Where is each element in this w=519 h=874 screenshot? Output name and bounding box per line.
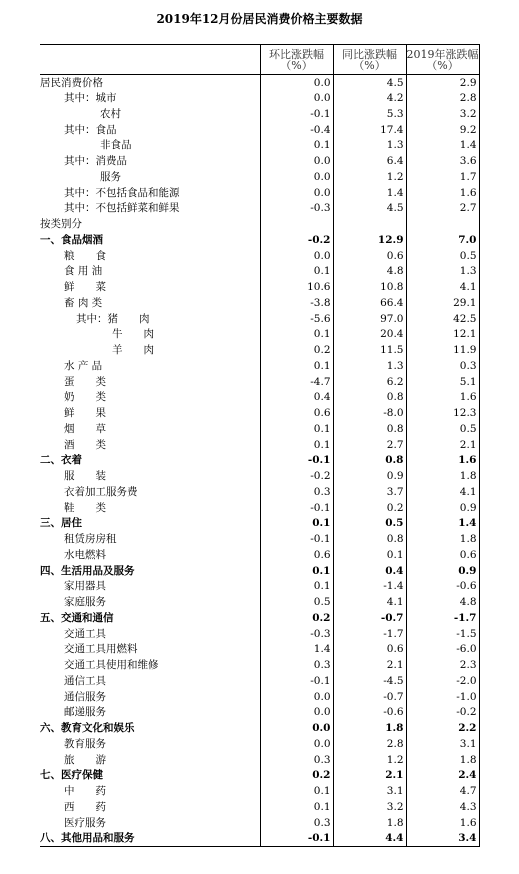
table-row	[40, 295, 479, 311]
row-label: 教育服务	[64, 737, 106, 750]
yoy-value: 2.8	[333, 736, 406, 752]
ytd-value: 1.8	[406, 752, 479, 768]
ytd-value: 4.7	[406, 783, 479, 799]
row-label: 租赁房房租	[64, 533, 117, 546]
yoy-value: 0.9	[333, 468, 406, 484]
mom-value: 0.0	[260, 689, 333, 705]
yoy-value: 1.2	[333, 752, 406, 768]
ytd-value: 7.0	[406, 232, 479, 248]
mom-value: 0.1	[260, 138, 333, 154]
ytd-value: 5.1	[406, 374, 479, 390]
ytd-value: -0.6	[406, 579, 479, 595]
table-row	[40, 468, 479, 484]
row-label: 服 装	[64, 470, 106, 483]
yoy-value: 6.2	[333, 374, 406, 390]
ytd-value: 2.2	[406, 720, 479, 736]
yoy-value: 3.7	[333, 484, 406, 500]
mom-value: 0.1	[260, 437, 333, 453]
mom-value: -0.1	[260, 673, 333, 689]
row-label: 衣着加工服务费	[64, 485, 138, 498]
mom-value: -0.3	[260, 201, 333, 217]
mom-value: 0.3	[260, 484, 333, 500]
yoy-value: 12.9	[333, 232, 406, 248]
mom-value: -0.1	[260, 831, 333, 847]
yoy-value: 66.4	[333, 295, 406, 311]
header-yoy: 同比涨跌幅（%）	[333, 45, 406, 75]
yoy-value: -1.4	[333, 579, 406, 595]
table-row	[40, 106, 479, 122]
yoy-value: -0.6	[333, 705, 406, 721]
table-row	[40, 279, 479, 295]
mom-value: 0.6	[260, 405, 333, 421]
row-label: 八、其他用品和服务	[40, 831, 260, 847]
row-label: 鲜 菜	[64, 281, 106, 294]
row-label: 烟 草	[64, 422, 106, 435]
mom-value: 0.1	[260, 579, 333, 595]
ytd-value: 0.3	[406, 358, 479, 374]
table-row	[40, 579, 479, 595]
row-label: 鲜 果	[64, 407, 106, 420]
row-label: 六、教育文化和娱乐	[40, 722, 135, 735]
row-label: 四、生活用品及服务	[40, 564, 135, 577]
row-label: 其中：城市	[64, 92, 117, 105]
table-row	[40, 169, 479, 185]
yoy-value: 1.4	[333, 185, 406, 201]
yoy-value: 0.6	[333, 248, 406, 264]
cpi-table	[40, 44, 480, 847]
table-row	[40, 705, 479, 721]
yoy-value: -1.7	[333, 626, 406, 642]
ytd-value: 1.7	[406, 169, 479, 185]
table-row	[40, 248, 479, 264]
table-row	[40, 358, 479, 374]
ytd-value: 0.9	[406, 563, 479, 579]
ytd-value: 12.3	[406, 405, 479, 421]
ytd-value: 2.3	[406, 657, 479, 673]
yoy-value: -4.5	[333, 673, 406, 689]
row-label: 通信服务	[64, 690, 106, 703]
mom-value: -0.3	[260, 626, 333, 642]
mom-value: 0.1	[260, 327, 333, 343]
mom-value: 0.3	[260, 815, 333, 831]
row-label: 医疗服务	[64, 816, 106, 829]
ytd-value: 1.6	[406, 453, 479, 469]
table-row	[40, 610, 479, 626]
ytd-value: 4.8	[406, 594, 479, 610]
row-label: 居民消费价格	[40, 76, 103, 89]
row-label: 服务	[100, 170, 121, 183]
table-row	[40, 390, 479, 406]
yoy-value: 0.4	[333, 563, 406, 579]
mom-value: -0.1	[260, 106, 333, 122]
row-label: 食 用 油	[64, 265, 103, 278]
table-row	[40, 232, 479, 248]
yoy-value: 0.8	[333, 531, 406, 547]
ytd-value: -1.5	[406, 626, 479, 642]
mom-value: 0.6	[260, 547, 333, 563]
row-label: 其中：不包括食品和能源	[64, 186, 180, 199]
table-row	[40, 437, 479, 453]
row-label: 家用器具	[64, 580, 106, 593]
row-label: 五、交通和通信	[40, 611, 114, 624]
table-header-row	[40, 45, 479, 75]
yoy-value: 1.3	[333, 138, 406, 154]
row-label: 非食品	[100, 139, 132, 152]
mom-value	[260, 216, 333, 232]
table-row	[40, 531, 479, 547]
mom-value: 0.0	[260, 169, 333, 185]
yoy-value: 17.4	[333, 122, 406, 138]
ytd-value: -0.2	[406, 705, 479, 721]
row-label: 邮递服务	[64, 706, 106, 719]
ytd-value: 1.6	[406, 390, 479, 406]
mom-value: 0.4	[260, 390, 333, 406]
row-label: 其中：消费品	[64, 155, 127, 168]
ytd-value: 0.9	[406, 500, 479, 516]
ytd-value: 2.9	[406, 75, 479, 91]
table-row	[40, 563, 479, 579]
ytd-value: 4.3	[406, 799, 479, 815]
yoy-value: 3.2	[333, 799, 406, 815]
mom-value: -0.1	[260, 500, 333, 516]
header-mom: 环比涨跌幅（%）	[260, 45, 333, 75]
mom-value: 0.0	[260, 90, 333, 106]
ytd-value	[406, 216, 479, 232]
mom-value: -0.4	[260, 122, 333, 138]
table-row	[40, 405, 479, 421]
yoy-value: 10.8	[333, 279, 406, 295]
table-row	[40, 342, 479, 358]
mom-value: 1.4	[260, 642, 333, 658]
yoy-value: -0.7	[333, 610, 406, 626]
row-label: 蛋 类	[64, 375, 106, 388]
mom-value: -4.7	[260, 374, 333, 390]
ytd-value: 2.8	[406, 90, 479, 106]
ytd-value: 1.8	[406, 468, 479, 484]
ytd-value: 9.2	[406, 122, 479, 138]
yoy-value: 0.8	[333, 453, 406, 469]
yoy-value: 4.4	[333, 831, 406, 847]
table-row	[40, 516, 479, 532]
yoy-value: 4.8	[333, 264, 406, 280]
ytd-value: 2.7	[406, 201, 479, 217]
mom-value: -0.1	[260, 453, 333, 469]
mom-value: 0.1	[260, 799, 333, 815]
row-label: 旅 游	[64, 753, 106, 766]
row-label: 牛 肉	[112, 328, 154, 341]
ytd-value: 12.1	[406, 327, 479, 343]
mom-value: 0.1	[260, 421, 333, 437]
yoy-value: 1.3	[333, 358, 406, 374]
table-row	[40, 720, 479, 736]
yoy-value: 5.3	[333, 106, 406, 122]
table-row	[40, 264, 479, 280]
mom-value: -0.2	[260, 232, 333, 248]
mom-value: 0.1	[260, 358, 333, 374]
table-row	[40, 783, 479, 799]
ytd-value: 1.4	[406, 516, 479, 532]
mom-value: -0.1	[260, 531, 333, 547]
yoy-value: 0.2	[333, 500, 406, 516]
ytd-value: 4.1	[406, 279, 479, 295]
yoy-value: 97.0	[333, 311, 406, 327]
row-label: 交通工具使用和维修	[64, 659, 159, 672]
yoy-value: 2.1	[333, 657, 406, 673]
yoy-value: 0.6	[333, 642, 406, 658]
row-label: 其中：食品	[64, 123, 117, 136]
yoy-value: 1.8	[333, 815, 406, 831]
row-label: 酒 类	[64, 438, 106, 451]
yoy-value: 0.1	[333, 547, 406, 563]
table-row	[40, 90, 479, 106]
table-row	[40, 216, 479, 232]
yoy-value: 1.2	[333, 169, 406, 185]
ytd-value: -6.0	[406, 642, 479, 658]
mom-value: 0.0	[260, 185, 333, 201]
row-label: 通信工具	[64, 674, 106, 687]
row-label: 其中：猪 肉	[76, 312, 150, 325]
mom-value: 0.5	[260, 594, 333, 610]
row-label: 家庭服务	[64, 596, 106, 609]
table-row	[40, 626, 479, 642]
yoy-value: 2.7	[333, 437, 406, 453]
ytd-value: 3.1	[406, 736, 479, 752]
mom-value: 0.1	[260, 563, 333, 579]
table-row	[40, 153, 479, 169]
table-row	[40, 815, 479, 831]
row-label: 按类别分	[40, 218, 82, 231]
ytd-value: 1.8	[406, 531, 479, 547]
row-label: 畜 肉 类	[64, 296, 103, 309]
table-row	[40, 673, 479, 689]
mom-value: 0.2	[260, 342, 333, 358]
mom-value: 0.0	[260, 705, 333, 721]
yoy-value: 0.8	[333, 421, 406, 437]
mom-value: 0.1	[260, 783, 333, 799]
mom-value: 0.0	[260, 736, 333, 752]
ytd-value: -1.7	[406, 610, 479, 626]
yoy-value: 0.5	[333, 516, 406, 532]
yoy-value: 4.5	[333, 201, 406, 217]
ytd-value: 0.5	[406, 421, 479, 437]
mom-value: 0.2	[260, 610, 333, 626]
row-label: 一、食品烟酒	[40, 233, 103, 246]
ytd-value: 1.6	[406, 815, 479, 831]
yoy-value: 1.8	[333, 720, 406, 736]
mom-value: 0.1	[260, 516, 333, 532]
yoy-value: -8.0	[333, 405, 406, 421]
ytd-value: 3.4	[406, 831, 479, 847]
table-row	[40, 831, 479, 847]
table-row	[40, 484, 479, 500]
row-label: 三、居住	[40, 517, 82, 530]
row-label: 二、衣着	[40, 454, 82, 467]
ytd-value: 2.1	[406, 437, 479, 453]
table-row	[40, 736, 479, 752]
table-row	[40, 327, 479, 343]
mom-value: -0.2	[260, 468, 333, 484]
row-label: 水电燃料	[64, 548, 106, 561]
yoy-value: 4.1	[333, 594, 406, 610]
ytd-value: 1.3	[406, 264, 479, 280]
ytd-value: 1.4	[406, 138, 479, 154]
ytd-value: 1.6	[406, 185, 479, 201]
table-row	[40, 311, 479, 327]
page-title: 2019年12月份居民消费价格主要数据	[156, 12, 363, 26]
table-row	[40, 547, 479, 563]
table-row	[40, 799, 479, 815]
mom-value: 0.0	[260, 153, 333, 169]
mom-value: 0.0	[260, 720, 333, 736]
ytd-value: -1.0	[406, 689, 479, 705]
table-row	[40, 185, 479, 201]
row-label: 水 产 品	[64, 359, 103, 372]
mom-value: 0.3	[260, 752, 333, 768]
table-row	[40, 453, 479, 469]
mom-value: 0.3	[260, 657, 333, 673]
table-row	[40, 642, 479, 658]
yoy-value: 0.8	[333, 390, 406, 406]
ytd-value: 0.6	[406, 547, 479, 563]
table-row	[40, 122, 479, 138]
mom-value: 0.0	[260, 75, 333, 91]
table-row	[40, 75, 479, 91]
ytd-value: 3.6	[406, 153, 479, 169]
mom-value: 0.0	[260, 248, 333, 264]
yoy-value: 4.5	[333, 75, 406, 91]
header-label	[40, 45, 260, 75]
row-label: 农村	[100, 107, 121, 120]
row-label: 粮 食	[64, 249, 106, 262]
yoy-value: 6.4	[333, 153, 406, 169]
ytd-value: 0.5	[406, 248, 479, 264]
table-row	[40, 768, 479, 784]
mom-value: 0.2	[260, 768, 333, 784]
table-row	[40, 421, 479, 437]
yoy-value: 2.1	[333, 768, 406, 784]
table-row	[40, 201, 479, 217]
ytd-value: 42.5	[406, 311, 479, 327]
row-label: 西 药	[64, 800, 106, 813]
yoy-value: 3.1	[333, 783, 406, 799]
yoy-value: -0.7	[333, 689, 406, 705]
table-row	[40, 657, 479, 673]
yoy-value: 11.5	[333, 342, 406, 358]
table-row	[40, 752, 479, 768]
ytd-value: 2.4	[406, 768, 479, 784]
table-body	[40, 75, 479, 847]
yoy-value	[333, 216, 406, 232]
row-label: 交通工具用燃料	[64, 643, 138, 656]
ytd-value: 3.2	[406, 106, 479, 122]
ytd-value: 29.1	[406, 295, 479, 311]
table-row	[40, 594, 479, 610]
row-label: 其中：不包括鲜菜和鲜果	[64, 202, 180, 215]
table-row	[40, 689, 479, 705]
ytd-value: -2.0	[406, 673, 479, 689]
ytd-value: 4.1	[406, 484, 479, 500]
ytd-value: 11.9	[406, 342, 479, 358]
mom-value: 0.1	[260, 264, 333, 280]
yoy-value: 4.2	[333, 90, 406, 106]
row-label: 鞋 类	[64, 501, 106, 514]
row-label: 羊 肉	[112, 344, 154, 357]
mom-value: 10.6	[260, 279, 333, 295]
row-label: 交通工具	[64, 627, 106, 640]
row-label: 七、医疗保健	[40, 769, 103, 782]
mom-value: -5.6	[260, 311, 333, 327]
table-row	[40, 374, 479, 390]
mom-value: -3.8	[260, 295, 333, 311]
header-ytd: 2019年涨跌幅（%）	[406, 45, 479, 75]
table-row	[40, 500, 479, 516]
table-row	[40, 138, 479, 154]
row-label: 中 药	[64, 785, 106, 798]
yoy-value: 20.4	[333, 327, 406, 343]
row-label: 奶 类	[64, 391, 106, 404]
